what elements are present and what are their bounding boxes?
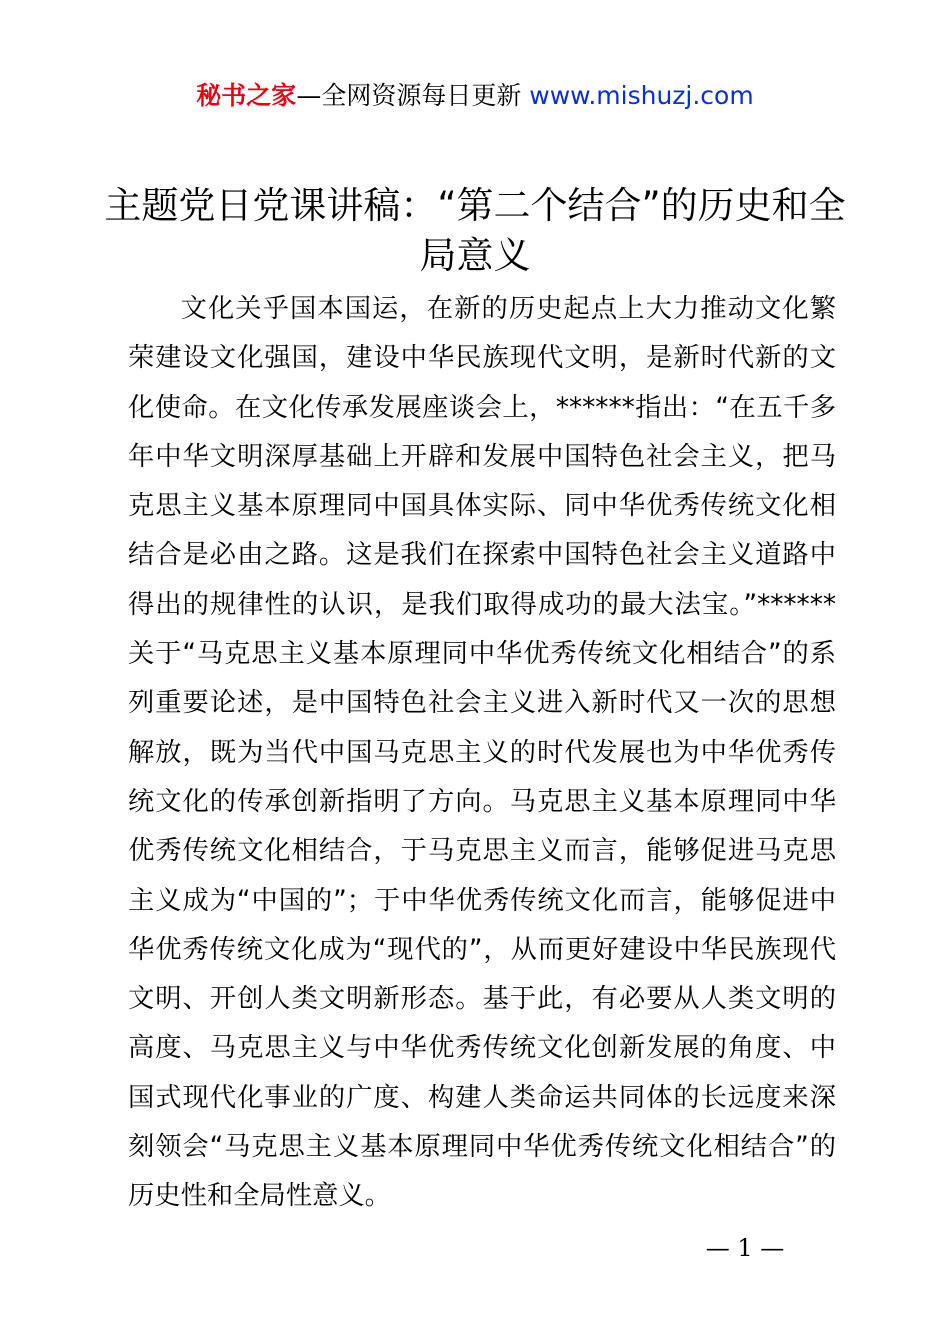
body-paragraph: 文化关乎国本国运，在新的历史起点上大力推动文化繁荣建设文化强国，建设中华民族现代文明，是新时代新的文化使命。在文化传承发展座谈会上，******指出：“在五千多年中华文明深厚基础上开辟和发展中国特色社会主义，把马克思主义基本原理同中国具体实际、同中华优秀传统文化相结合是必由之路。这是我们在探索中国特色社会主义道路中得出的规律性的认识，是我们取得成功的最大法宝。”******关于“马克思主义基本原理同中华优秀传统文化相结合”的系列重要论述，是中国特色社会主义进入新时代又一次的思想解放，既为当代中国马克思主义的时代发展也为中华优秀传统文化的传承创新指明了方向。马克思主义基本原理同中华优秀传统文化相结合，于马克思主义而言，能够促进马克思主义成为“中国的”；于中华优秀传统文化而言，能够促进中华优秀传统文化成为“现代的”，从而更好建设中华民族现代文明、开创人类文明新形态。基于此，有必要从人类文明的高度、马克思主义与中华优秀传统文化创新发展的角度、中国式现代化事业的广度、构建人类命运共同体的长远度来深刻领会“马克思主义基本原理同中华优秀传统文化相结合”的历史性和全局性意义。 <box>128 294 836 1212</box>
page-number: — 1 — <box>705 1234 785 1262</box>
site-url: www.mishuzj.com <box>529 81 754 110</box>
site-brand: 秘书之家 <box>196 81 297 110</box>
document-title: 主题党日党课讲稿：“第二个结合”的历史和全局意义 <box>104 184 846 277</box>
site-tagline: —全网资源每日更新 <box>296 81 522 110</box>
site-header <box>0 78 950 114</box>
